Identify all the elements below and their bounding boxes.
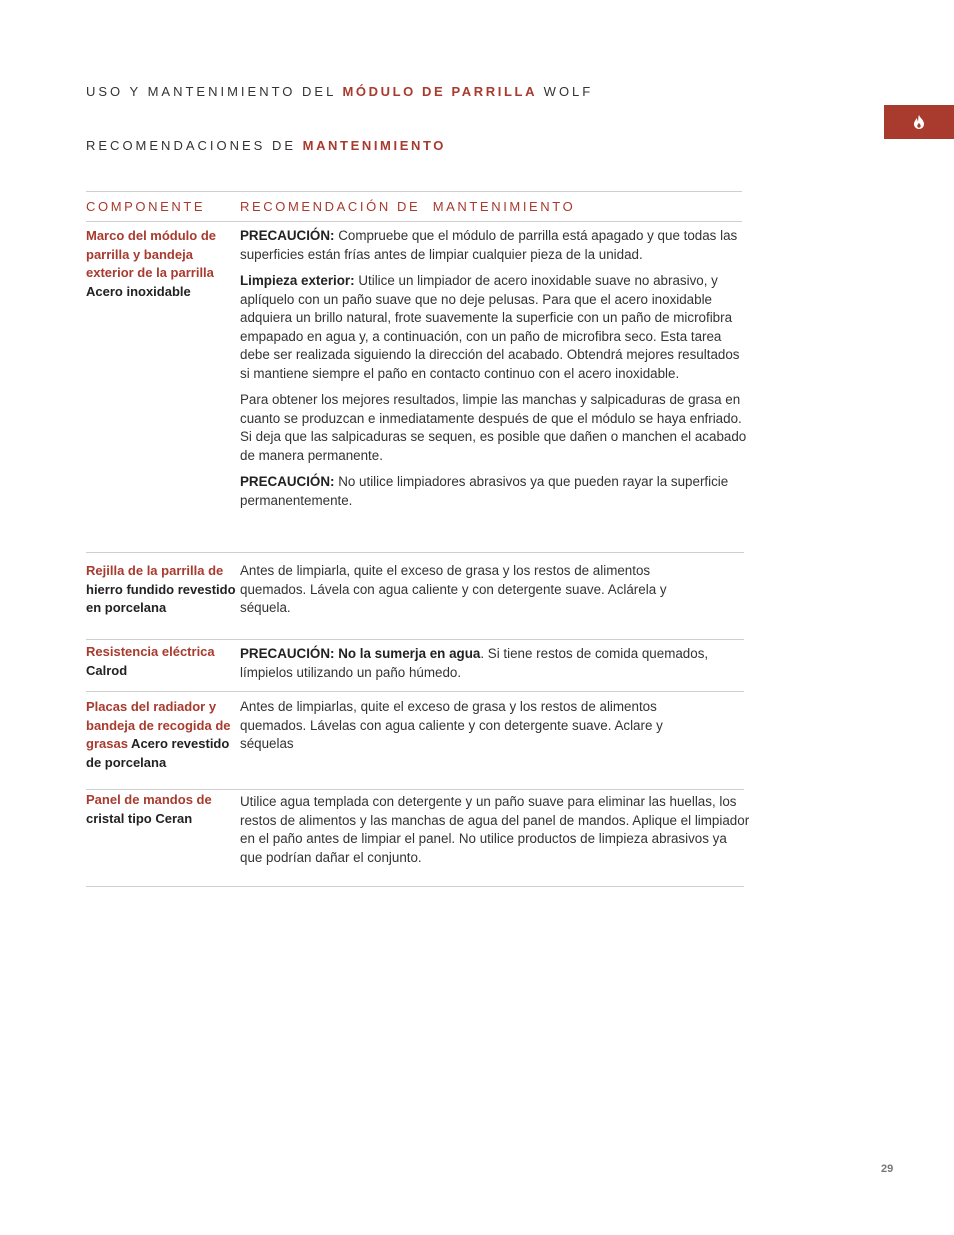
- caution-label: PRECAUCIÓN:: [240, 474, 335, 489]
- component-name: Placas del radiador y bandeja de recogida de grasas: [86, 699, 231, 751]
- caution-label: PRECAUCIÓN: No la sumerja en agua: [240, 646, 481, 661]
- flame-icon: [913, 115, 925, 129]
- component-cell: [86, 227, 240, 552]
- recommendation-text: . Si tiene restos de comida quemados, límpielos utilizando un paño húmedo.: [240, 646, 709, 680]
- component-cell: [86, 696, 240, 789]
- recommendation-text: Antes de limpiarlas, quite el exceso de grasa y los restos de alimentos quemados. Lávelas con agua caliente y con detergente suave. Aclare y séquelas: [240, 699, 663, 751]
- component-name: Marco del módulo de parrilla y bandeja exterior de la parrilla: [86, 228, 217, 280]
- header-suffix: WOLF: [537, 84, 594, 99]
- section-tab[interactable]: [884, 105, 954, 139]
- exterior-cleaning-label: Limpieza exterior:: [240, 273, 355, 288]
- page-number: 29: [881, 1163, 894, 1175]
- component-material: cristal tipo Ceran: [86, 810, 193, 826]
- row-divider: [86, 886, 744, 887]
- header-highlight: MÓDULO DE PARRILLA: [342, 84, 538, 99]
- maintenance-table: [86, 191, 750, 887]
- column-header-recommendation: RECOMENDACIÓN DE MANTENIMIENTO: [240, 199, 576, 214]
- recommendation-text: Para obtener los mejores resultados, limpie las manchas y salpicaduras de grasa en cuanto se produzcan e inmediatamente después de que el módulo se haya enfriado. Si deja que las salpicaduras se sequen, es posible que dañen o manchen el acabado de manera permanente.: [240, 392, 747, 463]
- recommendation-text: Utilice un limpiador de acero inoxidable suave no abrasivo, y aplíquelo con un paño suave que no deje pelusas. Para que el acero inoxidable adquiera un brillo natural, frote suavemente la superficie con un paño de microfibra empapado en agua y, a continuación, con un paño de microfibra seco. Esta tarea debe ser realizada siguiendo la dirección del acabado. Obtendrá mejores resultados si mantiene siempre el paño en contacto continuo con el acero inoxidable.: [240, 273, 740, 381]
- table-row: [86, 790, 750, 886]
- recommendation-text: Antes de limpiarla, quite el exceso de grasa y los restos de alimentos quemados. Lávela con agua caliente y con detergente suave. Aclárela y séquela.: [240, 563, 667, 615]
- component-cell: [86, 562, 240, 639]
- component-name: Resistencia eléctrica: [86, 644, 215, 659]
- section-title: [86, 138, 446, 153]
- component-material: Acero inoxidable: [86, 283, 191, 299]
- table-row: [86, 640, 742, 691]
- table-row: [86, 692, 742, 789]
- table-header: [86, 191, 742, 222]
- recommendation-cell: [240, 643, 710, 691]
- component-material: Calrod: [86, 662, 128, 678]
- page-header: [86, 84, 593, 99]
- header-prefix: USO Y MANTENIMIENTO DEL: [86, 84, 343, 99]
- section-title-highlight: MANTENIMIENTO: [302, 138, 446, 153]
- component-name: Rejilla de la parrilla de: [86, 563, 224, 578]
- recommendation-text: Compruebe que el módulo de parrilla está apagado y que todas las superficies están frías antes de limpiar cualquier pieza de la unidad.: [240, 228, 738, 262]
- component-name: Panel de mandos de: [86, 792, 212, 807]
- recommendation-cell: [240, 696, 710, 789]
- component-material: Acero revestido de porcelana: [86, 736, 230, 770]
- table-row: [86, 222, 747, 552]
- recommendation-cell: [240, 562, 710, 639]
- component-material: hierro fundido revestido en porcelana: [86, 581, 236, 615]
- section-title-prefix: RECOMENDACIONES DE: [86, 138, 303, 153]
- recommendation-text: No utilice limpiadores abrasivos ya que pueden rayar la superficie permanentemente.: [240, 474, 729, 508]
- caution-label: PRECAUCIÓN:: [240, 228, 335, 243]
- recommendation-cell: [240, 791, 752, 886]
- recommendation-text: Utilice agua templada con detergente y un paño suave para eliminar las huellas, los restos de alimentos y las manchas de agua del panel de mandos. Aplique el limpiador en el paño antes de limpiar el panel. No utilice productos de limpieza abrasivos ya que podrían dañar el conjunto.: [240, 794, 750, 865]
- component-cell: [86, 791, 240, 886]
- table-row: [86, 553, 742, 639]
- component-cell: [86, 643, 240, 691]
- recommendation-cell: [240, 227, 752, 552]
- column-header-component: COMPONENTE: [86, 199, 206, 214]
